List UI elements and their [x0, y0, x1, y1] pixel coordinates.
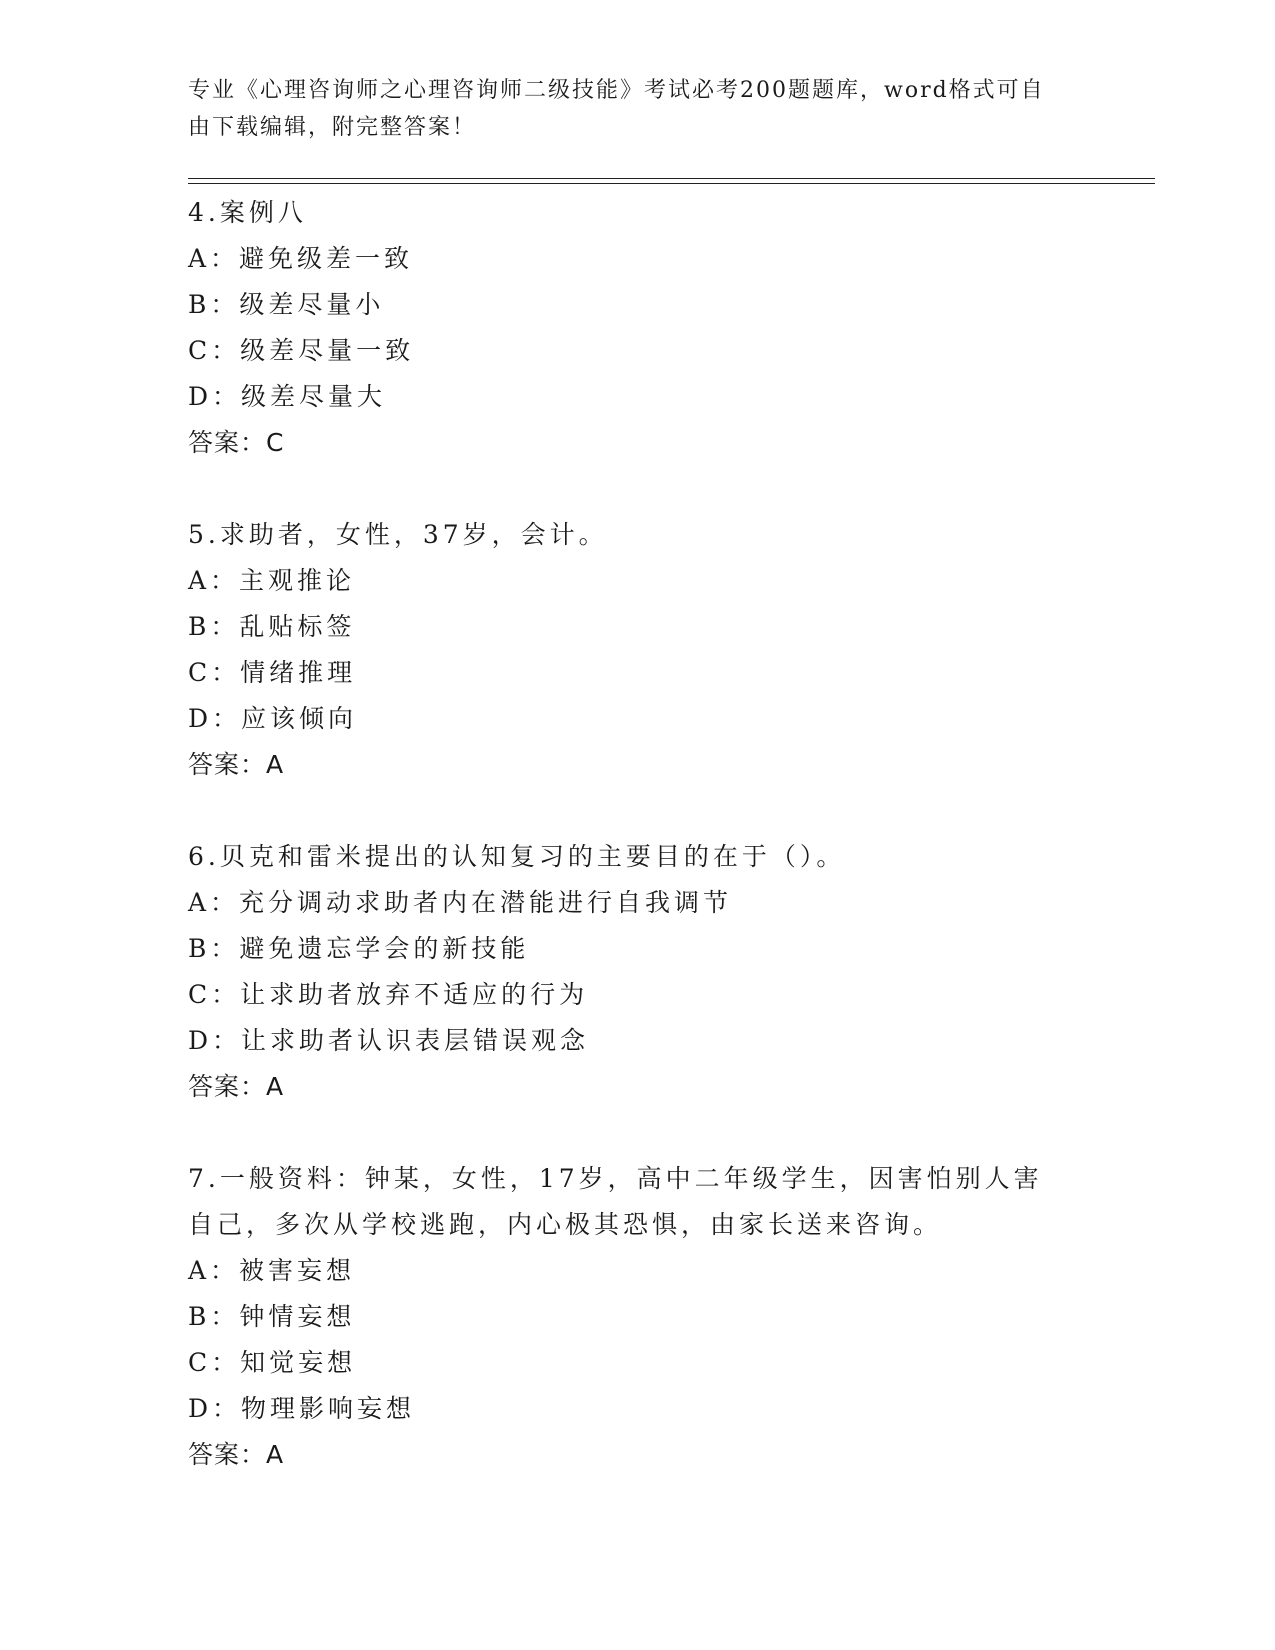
header-divider-bottom — [188, 183, 1155, 184]
question-5 — [188, 512, 1088, 788]
option-d: D：应该倾向 — [188, 704, 358, 733]
option-d: D：物理影响妄想 — [188, 1394, 416, 1423]
answer-line: 答案：C — [188, 428, 285, 457]
option-d: D：让求助者认识表层错误观念 — [188, 1026, 590, 1055]
option-c: C：让求助者放弃不适应的行为 — [188, 980, 589, 1009]
option-c: C：情绪推理 — [188, 658, 357, 687]
question-stem: 6.贝克和雷米提出的认知复习的主要目的在于（）。 — [188, 842, 846, 871]
option-a: A：充分调动求助者内在潜能进行自我调节 — [188, 888, 733, 917]
option-c: C：级差尽量一致 — [188, 336, 415, 365]
option-b: B：乱贴标签 — [188, 612, 356, 641]
answer-line: 答案：A — [188, 1072, 285, 1101]
option-a: A：主观推论 — [188, 566, 356, 595]
option-a: A：被害妄想 — [188, 1256, 356, 1285]
question-stem: 7.一般资料：钟某，女性，17岁，高中二年级学生，因害怕别人害自己，多次从学校逃跑，内心极其恐惧，由家长送来咨询。 — [188, 1164, 1043, 1239]
question-7 — [188, 1156, 1088, 1478]
question-stem: 5.求助者，女性，37岁，会计。 — [188, 520, 608, 549]
option-b: B：钟情妄想 — [188, 1302, 356, 1331]
option-c: C：知觉妄想 — [188, 1348, 357, 1377]
header-divider-top — [188, 178, 1155, 179]
document-header: 专业《心理咨询师之心理咨询师二级技能》考试必考200题题库，word格式可自由下载编辑，附完整答案！ — [188, 78, 1045, 140]
question-stem: 4.案例八 — [188, 198, 307, 227]
answer-line: 答案：A — [188, 1440, 285, 1469]
option-d: D：级差尽量大 — [188, 382, 387, 411]
question-list — [188, 190, 1088, 1524]
option-b: B：级差尽量小 — [188, 290, 385, 319]
answer-line: 答案：A — [188, 750, 285, 779]
option-a: A：避免级差一致 — [188, 244, 414, 273]
question-4 — [188, 190, 1088, 466]
option-b: B：避免遗忘学会的新技能 — [188, 934, 530, 963]
question-6 — [188, 834, 1088, 1110]
